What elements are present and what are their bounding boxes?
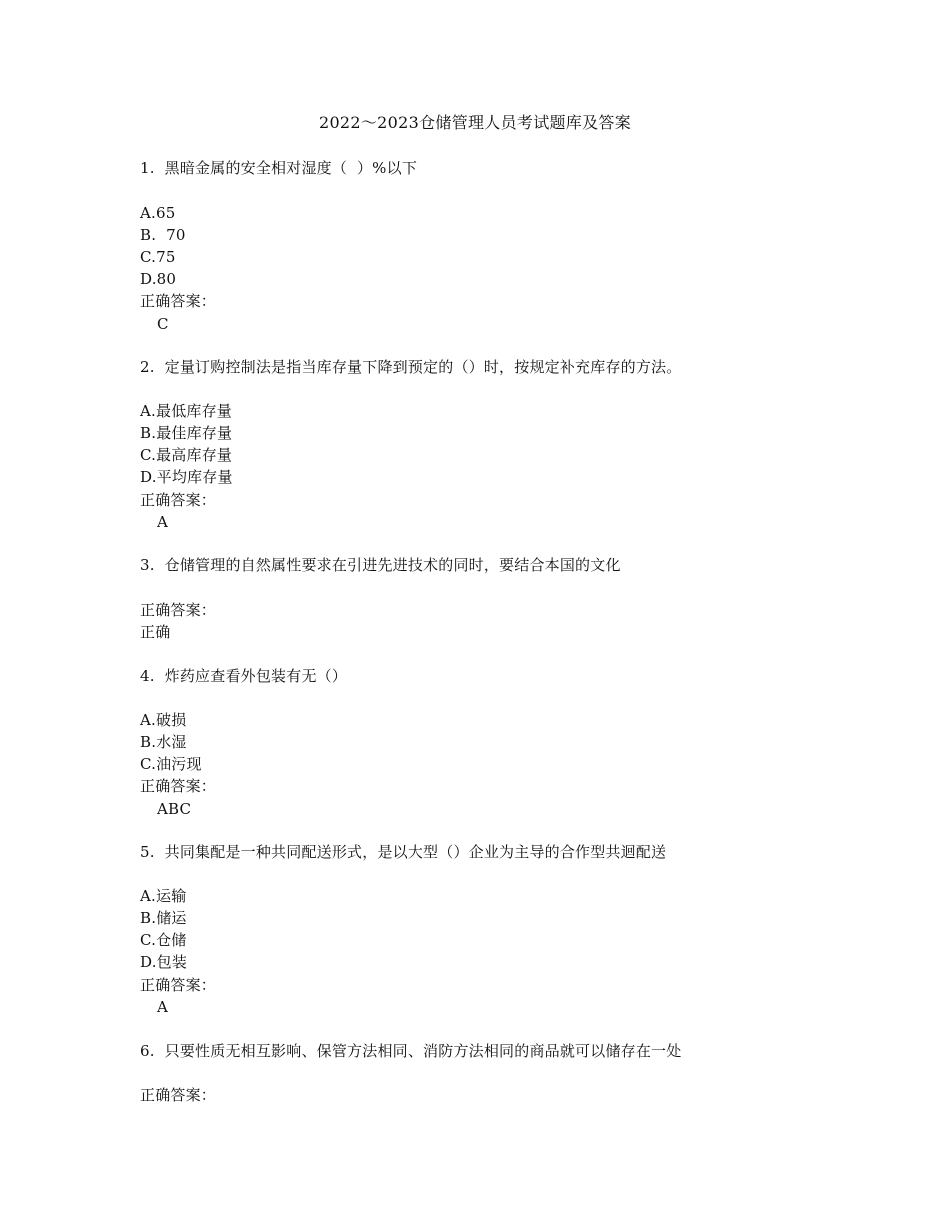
question-4-option-b: B.水湿 [140,733,187,751]
question-3-answer: 正确 [140,623,171,641]
question-4-option-a: A.破损 [140,711,187,729]
question-1-option-a: A.65 [140,204,176,222]
question-5-answer: A [157,998,169,1016]
question-5-option-c: C.仓储 [140,931,187,949]
question-2-option-d: D.平均库存量 [140,468,233,486]
question-6-stem: 6. 只要性质无相互影响、保管方法相同、消防方法相同的商品就可以储存在一处 [140,1042,682,1060]
question-4-answer: ABC [157,800,192,818]
question-5-stem: 5. 共同集配是一种共同配送形式，是以大型（）企业为主导的合作型共迴配送 [140,843,667,861]
question-1-stem: 1. 黑暗金属的安全相对湿度（ ）%以下 [140,159,418,177]
question-3-stem: 3. 仓储管理的自然属性要求在引进先进技术的同时，要结合本国的文化 [140,556,621,574]
question-4-answer-label: 正确答案： [140,777,217,795]
question-2-stem: 2. 定量订购控制法是指当库存量下降到预定的（）时，按规定补充库存的方法。 [140,358,682,376]
document-title: 2022～2023仓储管理人员考试题库及答案 [318,113,632,132]
question-1-answer: C [157,315,169,333]
question-2-option-c: C.最高库存量 [140,446,233,464]
question-5-option-b: B.储运 [140,909,187,927]
question-1-option-d: D.80 [140,270,177,288]
question-5-answer-label: 正确答案： [140,976,217,994]
question-2-answer: A [157,513,169,531]
question-2-option-a: A.最低库存量 [140,402,233,420]
question-5-option-d: D.包装 [140,953,188,971]
question-1-answer-label: 正确答案： [140,292,217,310]
question-4-stem: 4. 炸药应查看外包装有无（） [140,667,348,685]
question-1-option-b: B. 70 [140,226,186,244]
question-1-option-c: C.75 [140,248,176,266]
question-5-option-a: A.运输 [140,887,187,905]
question-4-option-c: C.油污现 [140,755,202,773]
question-2-answer-label: 正确答案： [140,491,217,509]
question-6-answer-label: 正确答案： [140,1086,217,1104]
question-2-option-b: B.最佳库存量 [140,424,233,442]
question-3-answer-label: 正确答案： [140,601,217,619]
